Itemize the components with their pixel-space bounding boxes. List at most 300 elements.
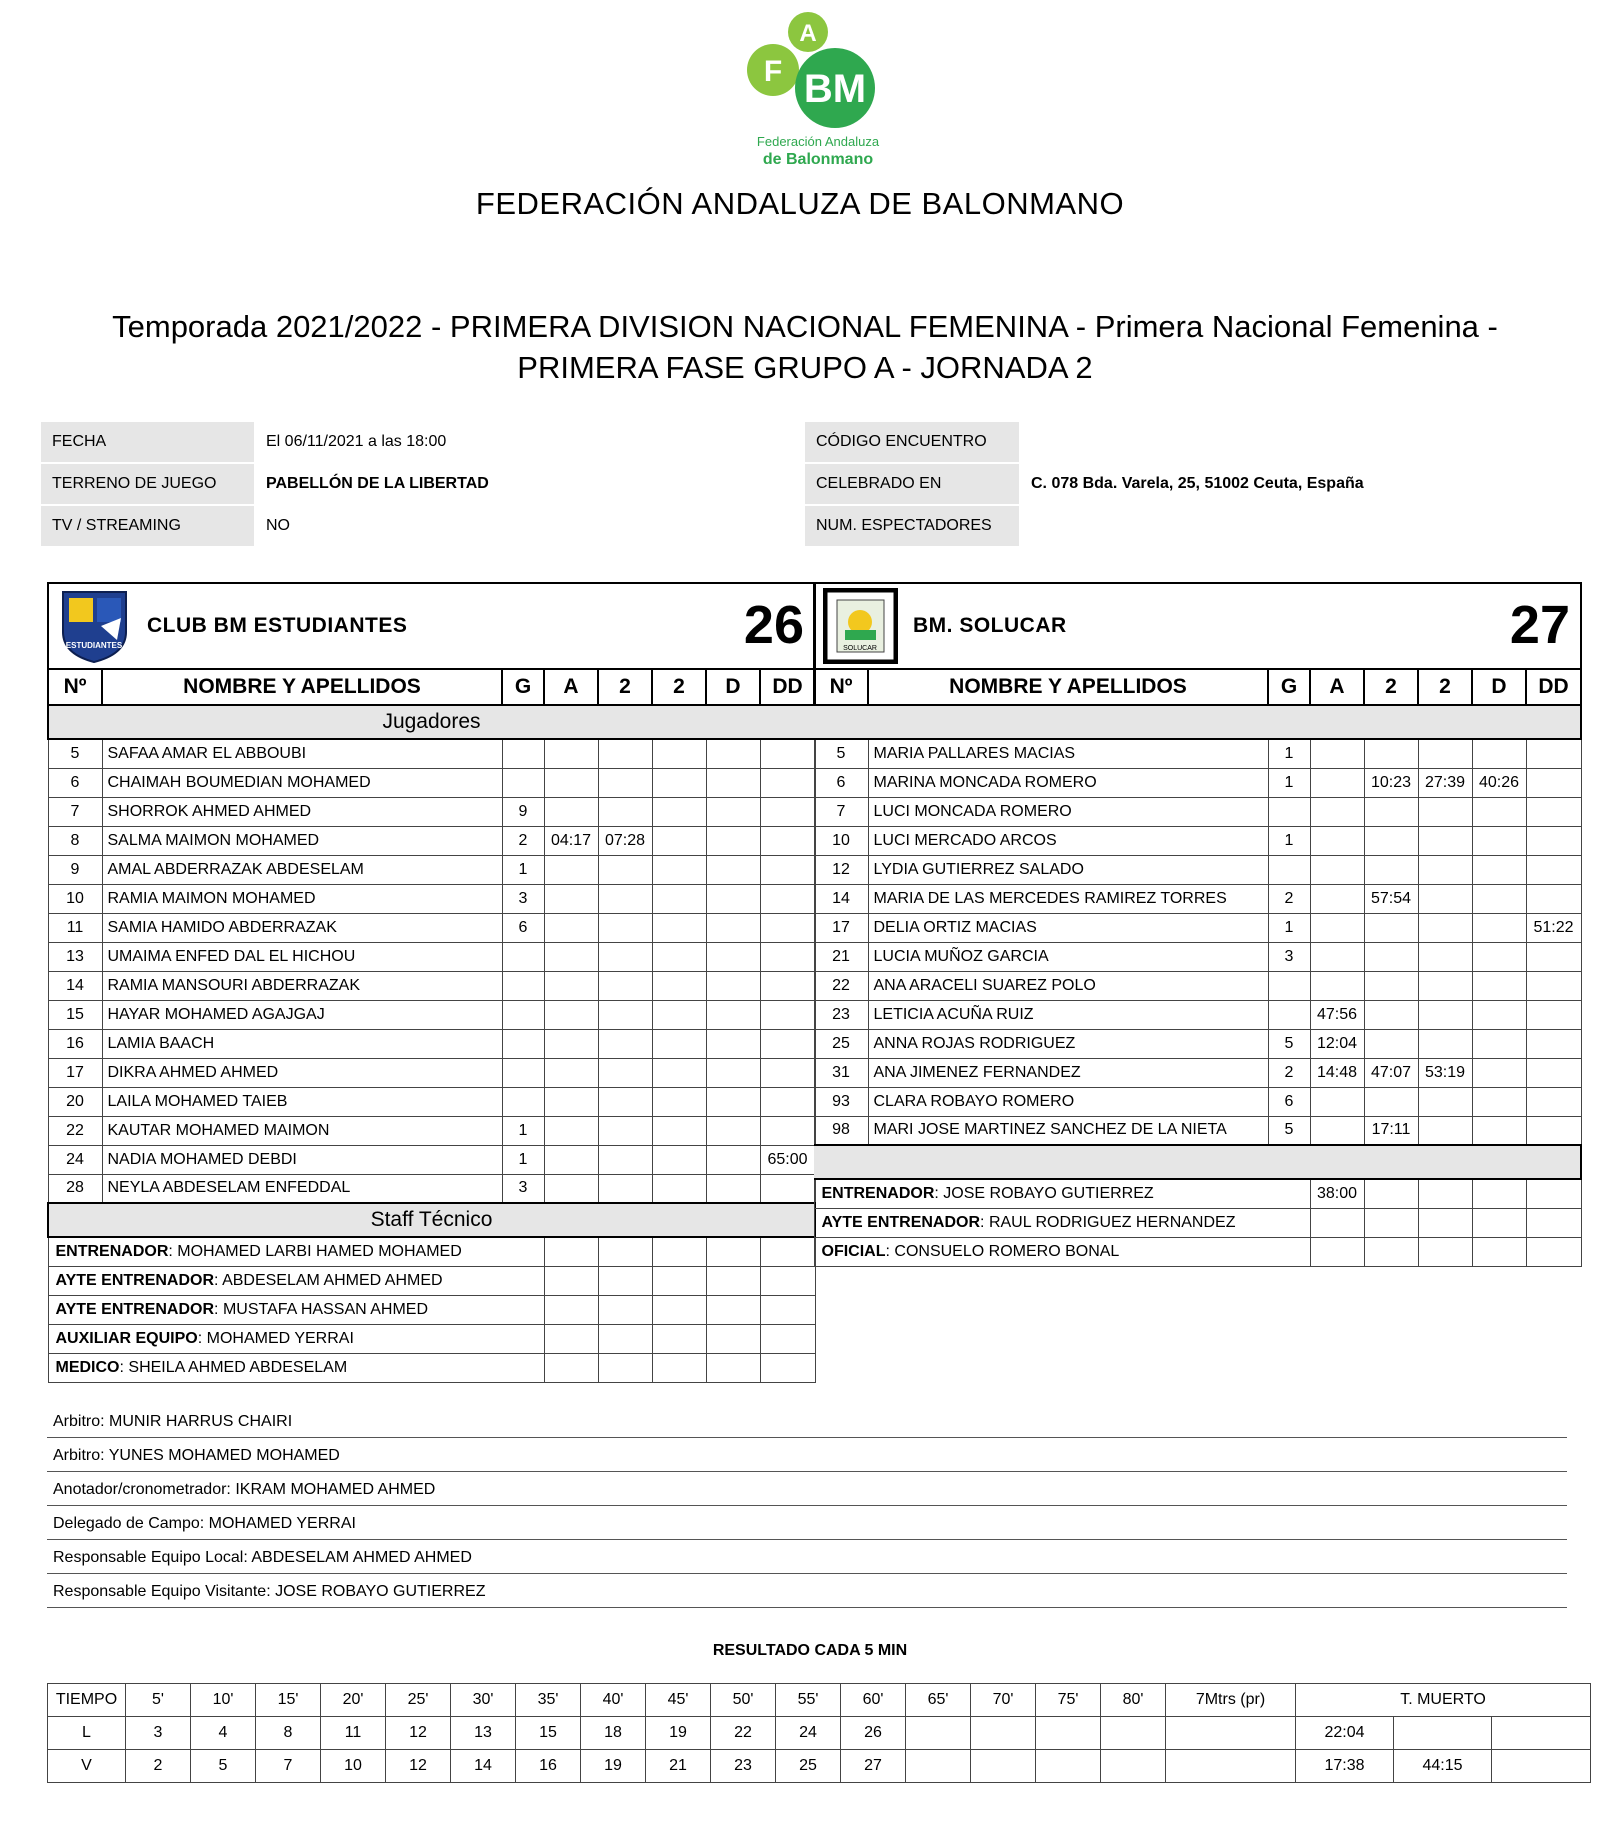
results-value	[1101, 1717, 1166, 1750]
staff-role: AYTE ENTRENADOR	[821, 1213, 981, 1231]
player-name: DIKRA AHMED AHMED	[102, 1058, 502, 1087]
col-g: G	[502, 669, 544, 705]
player-stat-a: 12:04	[1310, 1029, 1364, 1058]
results-header-cell: 40'	[581, 1684, 646, 1717]
player-stat-d	[1472, 1000, 1526, 1029]
player-stat-m2	[652, 913, 706, 942]
player-number: 23	[814, 1000, 868, 1029]
player-stat-a	[544, 1116, 598, 1145]
player-stat-g: 2	[1268, 1058, 1310, 1087]
col-2min-2: 2	[652, 669, 706, 705]
player-row	[814, 942, 1581, 971]
official-line: Responsable Equipo Local: ABDESELAM AHMED AHMED	[47, 1541, 1567, 1574]
player-stat-d: 40:26	[1472, 768, 1526, 797]
results-value: 24	[776, 1717, 841, 1750]
player-stat-m1	[1364, 913, 1418, 942]
player-stat-m1	[1364, 739, 1418, 768]
player-row	[814, 913, 1581, 942]
results-header-cell: TIEMPO	[48, 1684, 126, 1717]
player-stat-m2	[652, 739, 706, 768]
staff-stat-dd	[760, 1237, 815, 1266]
player-stat-dd	[760, 1174, 815, 1203]
results-value: 19	[646, 1717, 711, 1750]
player-stat-m1: 47:07	[1364, 1058, 1418, 1087]
player-row	[48, 1058, 815, 1087]
player-row	[48, 1145, 815, 1174]
player-stat-m1	[598, 855, 652, 884]
player-stat-g	[1268, 971, 1310, 1000]
player-stat-dd	[760, 797, 815, 826]
player-stat-d	[706, 1174, 760, 1203]
results-value	[1166, 1717, 1296, 1750]
player-number: 8	[48, 826, 102, 855]
staff-stat-d	[706, 1237, 760, 1266]
player-stat-a	[1310, 739, 1364, 768]
results-value: 4	[191, 1717, 256, 1750]
staff-stat-m2	[652, 1266, 706, 1295]
players-section-label: Jugadores	[48, 705, 815, 739]
player-row	[48, 739, 815, 768]
player-stat-m1	[598, 1029, 652, 1058]
codigo-value	[1019, 422, 1579, 462]
staff-colon: :	[885, 1242, 895, 1260]
staff-row	[48, 1295, 815, 1324]
tv-value: NO	[266, 517, 290, 534]
away-team-table	[813, 582, 1582, 1267]
celebrado-label: CELEBRADO EN	[805, 464, 1019, 504]
player-stat-d	[706, 1116, 760, 1145]
staff-section-label: Staff Técnico	[48, 1203, 815, 1237]
results-value	[906, 1750, 971, 1783]
player-stat-m2	[1418, 971, 1472, 1000]
staff-stat-d	[1472, 1208, 1526, 1237]
player-stat-dd	[1526, 1087, 1581, 1116]
staff-stat-d	[706, 1353, 760, 1382]
player-stat-dd	[1526, 884, 1581, 913]
player-name: SAFAA AMAR EL ABBOUBI	[102, 739, 502, 768]
player-number: 10	[48, 884, 102, 913]
player-stat-m1	[1364, 942, 1418, 971]
match-title-line2: PRIMERA FASE GRUPO A - JORNADA 2	[517, 350, 1093, 385]
player-name: CLARA ROBAYO ROMERO	[868, 1087, 1268, 1116]
player-stat-a	[1310, 942, 1364, 971]
home-team-name: CLUB BM ESTUDIANTES	[147, 614, 408, 637]
player-stat-m2	[652, 1058, 706, 1087]
results-value	[1101, 1750, 1166, 1783]
timeout-value: 22:04	[1296, 1717, 1394, 1750]
staff-stat-d	[706, 1266, 760, 1295]
player-stat-a	[1310, 971, 1364, 1000]
player-stat-m1	[1364, 797, 1418, 826]
staff-stat-m1	[598, 1295, 652, 1324]
player-stat-dd	[1526, 1029, 1581, 1058]
player-stat-m2	[652, 1087, 706, 1116]
player-stat-d	[706, 1087, 760, 1116]
results-header-cell: 5'	[126, 1684, 191, 1717]
away-team-crest	[823, 588, 898, 664]
away-team-header	[814, 583, 1581, 669]
player-stat-m2	[652, 1000, 706, 1029]
player-stat-d	[706, 971, 760, 1000]
player-stat-m1	[1364, 855, 1418, 884]
player-stat-g	[502, 1029, 544, 1058]
staff-member	[48, 1237, 544, 1266]
player-name: LUCI MONCADA ROMERO	[868, 797, 1268, 826]
player-stat-d	[1472, 913, 1526, 942]
player-stat-g: 6	[502, 913, 544, 942]
player-stat-a	[1310, 768, 1364, 797]
player-stat-m1	[598, 884, 652, 913]
player-stat-dd	[760, 1029, 815, 1058]
fecha-label: FECHA	[41, 422, 254, 462]
player-name: KAUTAR MOHAMED MAIMON	[102, 1116, 502, 1145]
player-stat-dd	[1526, 1058, 1581, 1087]
player-row	[48, 913, 815, 942]
home-column-headers	[48, 669, 815, 705]
player-stat-dd	[1526, 797, 1581, 826]
col-2min-2: 2	[1418, 669, 1472, 705]
staff-stat-a	[544, 1353, 598, 1382]
player-stat-dd	[760, 1087, 815, 1116]
player-name: HAYAR MOHAMED AGAJGAJ	[102, 1000, 502, 1029]
results-value: 2	[126, 1750, 191, 1783]
player-stat-m1	[598, 942, 652, 971]
staff-colon: :	[168, 1242, 178, 1260]
results-header-cell: 65'	[906, 1684, 971, 1717]
player-row	[814, 797, 1581, 826]
staff-role: AUXILIAR EQUIPO	[55, 1329, 198, 1347]
player-stat-g	[502, 1000, 544, 1029]
results-header-cell: T. MUERTO	[1296, 1684, 1591, 1717]
player-number: 9	[48, 855, 102, 884]
results-row-label: L	[48, 1717, 126, 1750]
col-num: Nº	[814, 669, 868, 705]
results-header-cell: 70'	[971, 1684, 1036, 1717]
player-stat-g: 9	[502, 797, 544, 826]
player-number: 24	[48, 1145, 102, 1174]
player-stat-dd: 65:00	[760, 1145, 815, 1174]
player-name: MARIA DE LAS MERCEDES RAMIREZ TORRES	[868, 884, 1268, 913]
player-number: 7	[814, 797, 868, 826]
col-g: G	[1268, 669, 1310, 705]
staff-role: ENTRENADOR	[821, 1184, 935, 1202]
player-name: DELIA ORTIZ MACIAS	[868, 913, 1268, 942]
player-stat-g: 1	[1268, 913, 1310, 942]
results-value	[1036, 1717, 1101, 1750]
staff-stat-m1	[598, 1324, 652, 1353]
staff-stat-dd	[1526, 1179, 1581, 1208]
staff-role: ENTRENADOR	[55, 1242, 169, 1260]
results-value: 5	[191, 1750, 256, 1783]
staff-colon: :	[214, 1300, 223, 1318]
player-row	[48, 826, 815, 855]
player-stat-g	[502, 971, 544, 1000]
player-stat-a	[544, 913, 598, 942]
staff-stat-a	[1310, 1208, 1364, 1237]
tv-label: TV / STREAMING	[41, 506, 254, 546]
player-row	[48, 971, 815, 1000]
svg-text:BM: BM	[803, 67, 867, 111]
player-number: 5	[48, 739, 102, 768]
staff-stat-m1	[598, 1266, 652, 1295]
staff-name: ABDESELAM AHMED AHMED	[222, 1271, 443, 1289]
player-name: MARIA PALLARES MACIAS	[868, 739, 1268, 768]
player-row	[48, 1000, 815, 1029]
player-stat-d	[706, 739, 760, 768]
staff-stat-m1	[598, 1353, 652, 1382]
staff-stat-m2	[1418, 1237, 1472, 1266]
player-stat-d	[706, 913, 760, 942]
player-stat-a	[544, 1087, 598, 1116]
federation-title: FEDERACIÓN ANDALUZA DE BALONMANO	[475, 186, 1125, 221]
terreno-value: PABELLÓN DE LA LIBERTAD	[266, 475, 489, 492]
staff-member	[814, 1208, 1310, 1237]
player-stat-a	[1310, 1116, 1364, 1145]
player-name: ANA JIMENEZ FERNANDEZ	[868, 1058, 1268, 1087]
player-stat-m2	[1418, 884, 1472, 913]
player-stat-d	[1472, 797, 1526, 826]
players-section-label	[814, 705, 1581, 739]
staff-colon: :	[934, 1184, 944, 1202]
player-stat-m1	[598, 1087, 652, 1116]
results-header-cell: 35'	[516, 1684, 581, 1717]
player-stat-g: 1	[1268, 739, 1310, 768]
staff-stat-dd	[760, 1324, 815, 1353]
results-header-cell: 10'	[191, 1684, 256, 1717]
staff-section-header	[814, 1145, 1581, 1179]
player-stat-m1: 07:28	[598, 826, 652, 855]
results-header-cell: 55'	[776, 1684, 841, 1717]
player-stat-a	[544, 971, 598, 1000]
col-num: Nº	[48, 669, 102, 705]
player-number: 21	[814, 942, 868, 971]
official-line: Responsable Equipo Visitante: JOSE ROBAYO GUTIERREZ	[47, 1575, 1567, 1608]
player-stat-a	[1310, 884, 1364, 913]
staff-stat-m2	[652, 1237, 706, 1266]
player-stat-a	[1310, 913, 1364, 942]
player-row	[814, 1029, 1581, 1058]
player-stat-dd	[1526, 942, 1581, 971]
player-row	[48, 1174, 815, 1203]
player-stat-dd	[1526, 768, 1581, 797]
player-stat-d	[1472, 739, 1526, 768]
player-stat-m1	[598, 1145, 652, 1174]
espectadores-label: NUM. ESPECTADORES	[805, 506, 1019, 546]
results-header-cell: 25'	[386, 1684, 451, 1717]
player-stat-dd	[1526, 826, 1581, 855]
player-stat-d	[706, 1029, 760, 1058]
player-stat-d	[706, 797, 760, 826]
player-number: 7	[48, 797, 102, 826]
player-name: AMAL ABDERRAZAK ABDESELAM	[102, 855, 502, 884]
player-row	[814, 1058, 1581, 1087]
player-stat-dd	[760, 913, 815, 942]
staff-stat-m2	[652, 1353, 706, 1382]
fabm-logo	[740, 10, 888, 170]
staff-name: MOHAMED YERRAI	[206, 1329, 354, 1347]
player-name: MARI JOSE MARTINEZ SANCHEZ DE LA NIETA	[868, 1116, 1268, 1145]
player-stat-a	[544, 768, 598, 797]
player-row	[814, 739, 1581, 768]
player-stat-g: 5	[1268, 1029, 1310, 1058]
staff-stat-m1	[1364, 1208, 1418, 1237]
svg-text:de Balonmano: de Balonmano	[762, 151, 874, 168]
player-stat-a	[544, 1145, 598, 1174]
svg-text:SOLUCAR: SOLUCAR	[843, 645, 877, 652]
celebrado-value: C. 078 Bda. Varela, 25, 51002 Ceuta, España	[1031, 475, 1364, 492]
results-value: 16	[516, 1750, 581, 1783]
player-stat-m2	[652, 1029, 706, 1058]
players-section-header	[48, 705, 815, 739]
player-stat-d	[1472, 826, 1526, 855]
results-header-cell: 75'	[1036, 1684, 1101, 1717]
results-value	[1036, 1750, 1101, 1783]
player-row	[814, 1087, 1581, 1116]
player-stat-m1	[598, 1000, 652, 1029]
player-stat-m2	[1418, 913, 1472, 942]
player-stat-d	[1472, 1087, 1526, 1116]
staff-member	[48, 1324, 544, 1353]
player-stat-m2	[652, 884, 706, 913]
official-line: Arbitro: MUNIR HARRUS CHAIRI	[47, 1405, 1567, 1438]
results-table	[47, 1683, 1591, 1783]
player-stat-a	[544, 884, 598, 913]
player-number: 6	[814, 768, 868, 797]
player-number: 22	[48, 1116, 102, 1145]
player-name: CHAIMAH BOUMEDIAN MOHAMED	[102, 768, 502, 797]
staff-stat-a: 38:00	[1310, 1179, 1364, 1208]
player-row	[814, 971, 1581, 1000]
player-stat-m2	[1418, 826, 1472, 855]
col-d: D	[706, 669, 760, 705]
match-title	[40, 306, 1570, 388]
player-stat-m2: 27:39	[1418, 768, 1472, 797]
results-header-cell: 15'	[256, 1684, 321, 1717]
staff-stat-d	[1472, 1237, 1526, 1266]
staff-stat-dd	[1526, 1208, 1581, 1237]
player-name: LAMIA BAACH	[102, 1029, 502, 1058]
results-header-cell: 20'	[321, 1684, 386, 1717]
player-stat-dd	[760, 884, 815, 913]
player-stat-m2: 53:19	[1418, 1058, 1472, 1087]
official-line: Anotador/cronometrador: IKRAM MOHAMED AHMED	[47, 1473, 1567, 1506]
player-name: LAILA MOHAMED TAIEB	[102, 1087, 502, 1116]
timeout-value: 17:38	[1296, 1750, 1394, 1783]
staff-member	[814, 1179, 1310, 1208]
player-number: 15	[48, 1000, 102, 1029]
staff-member	[48, 1266, 544, 1295]
staff-stat-d	[1472, 1179, 1526, 1208]
player-row	[48, 1029, 815, 1058]
player-stat-m1: 57:54	[1364, 884, 1418, 913]
results-value	[1166, 1750, 1296, 1783]
player-number: 14	[48, 971, 102, 1000]
staff-row	[814, 1237, 1581, 1266]
staff-stat-d	[706, 1295, 760, 1324]
player-stat-g: 3	[1268, 942, 1310, 971]
col-d: D	[1472, 669, 1526, 705]
player-number: 11	[48, 913, 102, 942]
player-name: LUCIA MUÑOZ GARCIA	[868, 942, 1268, 971]
results-value: 21	[646, 1750, 711, 1783]
results-header-cell: 50'	[711, 1684, 776, 1717]
results-value	[971, 1750, 1036, 1783]
results-value: 15	[516, 1717, 581, 1750]
player-row	[48, 942, 815, 971]
player-number: 12	[814, 855, 868, 884]
player-stat-m2	[1418, 942, 1472, 971]
player-stat-dd	[760, 971, 815, 1000]
player-stat-dd	[760, 768, 815, 797]
staff-stat-m2	[652, 1295, 706, 1324]
player-stat-g	[1268, 797, 1310, 826]
player-stat-d	[706, 768, 760, 797]
player-stat-m1	[1364, 826, 1418, 855]
player-stat-d	[1472, 1029, 1526, 1058]
results-row	[48, 1750, 1591, 1783]
player-stat-dd	[760, 1116, 815, 1145]
staff-colon: :	[214, 1271, 223, 1289]
player-number: 31	[814, 1058, 868, 1087]
player-stat-d	[1472, 971, 1526, 1000]
player-stat-m2	[652, 1174, 706, 1203]
terreno-label: TERRENO DE JUEGO	[41, 464, 254, 504]
results-value: 22	[711, 1717, 776, 1750]
player-stat-g	[502, 1087, 544, 1116]
player-number: 22	[814, 971, 868, 1000]
away-team-score: 27	[1509, 595, 1570, 655]
player-stat-d	[706, 855, 760, 884]
player-stat-m2	[1418, 797, 1472, 826]
results-value: 14	[451, 1750, 516, 1783]
player-stat-a	[1310, 1087, 1364, 1116]
staff-member	[48, 1353, 544, 1382]
staff-stat-d	[706, 1324, 760, 1353]
player-stat-d	[1472, 855, 1526, 884]
home-team-score: 26	[743, 595, 804, 655]
player-stat-a	[1310, 855, 1364, 884]
player-stat-g: 6	[1268, 1087, 1310, 1116]
results-value: 26	[841, 1717, 906, 1750]
staff-row	[48, 1237, 815, 1266]
player-stat-a	[544, 942, 598, 971]
results-value: 19	[581, 1750, 646, 1783]
player-stat-m2	[1418, 1087, 1472, 1116]
staff-row	[814, 1208, 1581, 1237]
player-stat-g	[502, 1058, 544, 1087]
player-stat-g: 3	[502, 884, 544, 913]
player-number: 6	[48, 768, 102, 797]
player-stat-g: 2	[1268, 884, 1310, 913]
col-name: NOMBRE Y APELLIDOS	[868, 669, 1268, 705]
player-stat-g: 5	[1268, 1116, 1310, 1145]
staff-stat-a	[544, 1324, 598, 1353]
player-name: SHORROK AHMED AHMED	[102, 797, 502, 826]
player-stat-a	[544, 1174, 598, 1203]
player-stat-m2	[652, 1145, 706, 1174]
staff-name: CONSUELO ROMERO BONAL	[894, 1242, 1120, 1260]
player-name: ANA ARACELI SUAREZ POLO	[868, 971, 1268, 1000]
staff-stat-dd	[760, 1266, 815, 1295]
player-number: 28	[48, 1174, 102, 1203]
player-name: LETICIA ACUÑA RUIZ	[868, 1000, 1268, 1029]
player-number: 93	[814, 1087, 868, 1116]
home-team-header	[48, 583, 815, 669]
official-line: Arbitro: YUNES MOHAMED MOHAMED	[47, 1439, 1567, 1472]
staff-stat-m2	[1418, 1179, 1472, 1208]
player-stat-g: 1	[1268, 826, 1310, 855]
svg-text:F: F	[763, 55, 783, 88]
